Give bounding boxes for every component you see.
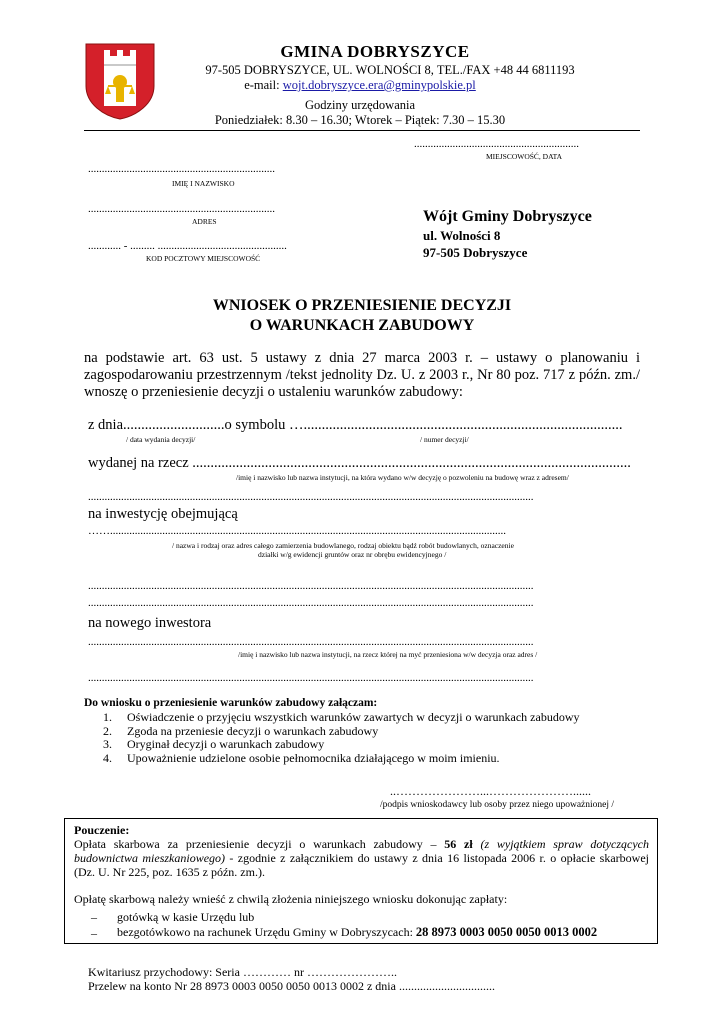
coat-of-arms-logo — [84, 42, 156, 120]
option-transfer: bezgotówkowo na rachunek Urzędu Gminy w Dobryszycach: 28 8973 0003 0050 0050 0013 0002 — [117, 925, 598, 939]
office-hours: Poniedziałek: 8.30 – 16.30; Wtorek – Piątek: 7.30 – 15.30 — [214, 113, 506, 127]
investment-caption-2: działki w/g ewidencji gruntów oraz nr obrębu ewidencyjnego / — [258, 550, 447, 559]
name-label: IMIĘ I NAZWISKO — [172, 179, 235, 188]
enclosures-list — [103, 711, 580, 765]
new-investor-field[interactable]: .................................................................................................................................................................. — [88, 636, 534, 648]
dash-bullet-icon: – — [91, 926, 97, 940]
investment-continuation-1[interactable]: .................................................................................................................................................................. — [88, 580, 534, 592]
list-item: 4. Upoważnienie udzielone osobie pełnomocnika działającego w moim imieniu. — [103, 750, 500, 765]
investment-caption-1: / nazwa i rodzaj oraz adres całego zamierzenia budowlanego, rodzaj obiektu bądź robót budowlanych, oznaczenie — [172, 541, 514, 550]
decision-date-symbol-field[interactable]: z dnia............................o symbolu …........................................................................................ — [88, 417, 623, 433]
list-item: 3. Oryginał decyzji o warunkach zabudowy — [103, 737, 325, 752]
new-investor-label: na nowego inwestora — [88, 615, 212, 631]
list-item: 1. Oświadczenie o przyjęciu wszystkich warunków zawartych w decyzji o warunkach zabudowy — [103, 710, 580, 724]
address-label: ADRES — [192, 217, 217, 226]
investment-label: na inwestycję obejmującą — [88, 506, 238, 522]
notice-heading: Pouczenie: — [74, 823, 130, 837]
header-divider — [84, 130, 640, 131]
form-title-line1: WNIOSEK O PRZENIESIENIE DECYZJI — [212, 297, 512, 314]
municipality-name: GMINA DOBRYSZYCE — [280, 42, 470, 61]
intro-paragraph: na podstawie art. 63 ust. 5 ustawy z dnia 27 marca 2003 r. – ustawy o planowaniu i zagospodarowaniu przestrzennym /tekst jednolity Dz. U. z 2003 r., Nr 80 poz. 717 z późn. zm./ wnoszę o przeniesienie decyzji o ustaleniu warunków zabudowy: — [84, 350, 640, 400]
transfer-line[interactable]: Przelew na konto Nr 28 8973 0003 0050 0050 0013 0002 z dnia ................................ — [88, 979, 495, 993]
option-cash: gotówką w kasie Urzędu lub — [117, 910, 255, 924]
postal-field[interactable]: ............ - ......... ............................................... — [88, 240, 287, 252]
new-investor-caption: /imię i nazwisko lub nazwa instytucji, na rzecz której na myć przeniesiona w/w decyzja oraz adres / — [238, 650, 538, 659]
issued-to-continuation[interactable]: .................................................................................................................................................................. — [88, 491, 534, 503]
issued-to-caption: /imię i nazwisko lub nazwa instytucji, na która wydano w/w decyzję o pozwoleniu na budowę wraz z adresem/ — [236, 473, 569, 482]
signature-caption: /podpis wnioskodawcy lub osoby przez niego upoważnionej / — [380, 800, 615, 810]
form-title-line2: O WARUNKACH ZABUDOWY — [249, 317, 475, 334]
office-hours-title: Godziny urzędowania — [304, 98, 416, 112]
name-field[interactable]: .................................................................... — [88, 163, 275, 175]
decision-date-caption: / data wydania decyzji/ — [126, 435, 196, 444]
dash-bullet-icon: – — [91, 910, 97, 924]
investment-field[interactable]: ……................................................................................................................................................ — [88, 525, 506, 537]
address-field[interactable]: .................................................................... — [88, 203, 275, 215]
recipient-city: 97-505 Dobryszyce — [423, 245, 528, 260]
signature-field[interactable]: ..…………………...…………………...... — [390, 784, 591, 798]
place-date-label: MIEJSCOWOŚĆ, DATA — [486, 152, 563, 161]
email-label: e-mail: — [244, 78, 280, 92]
email-link[interactable]: wojt.dobryszyce.era@gminypolskie.pl — [282, 78, 476, 92]
fee-amount: 56 zł — [444, 837, 473, 851]
decision-number-caption: / numer decyzji/ — [420, 435, 469, 444]
notice-payment-text: Opłatę skarbową należy wnieść z chwilą złożenia niniejszego wniosku dokonując zapłaty: — [74, 892, 508, 906]
recipient-name: Wójt Gminy Dobryszyce — [423, 208, 592, 225]
recipient-street: ul. Wolności 8 — [423, 228, 501, 243]
postal-label: KOD POCZTOWY MIEJSCOWOŚĆ — [146, 254, 261, 263]
bank-account-number: 28 8973 0003 0050 0050 0013 0002 — [415, 925, 598, 939]
issued-to-field[interactable]: wydanej na rzecz ......................................................................................................................... — [88, 455, 631, 471]
municipality-address: 97-505 DOBRYSZYCE, UL. WOLNOŚCI 8, TEL./FAX +48 44 6811193 — [205, 63, 575, 77]
municipality-email — [190, 78, 530, 93]
list-item: 2. Zgoda na przeniesie decyzji o warunkach zabudowy — [103, 723, 379, 738]
enclosures-heading: Do wniosku o przeniesienie warunków zabudowy załączam: — [84, 697, 378, 709]
place-date-field[interactable]: ............................................................ — [414, 138, 579, 150]
notice-box — [64, 818, 658, 944]
new-investor-continuation[interactable]: .................................................................................................................................................................. — [88, 672, 534, 684]
investment-continuation-2[interactable]: .................................................................................................................................................................. — [88, 597, 534, 609]
notice-fee-text: Opłata skarbowa za przeniesienie decyzji o warunkach zabudowy – 56 zł (z wyjątkiem spraw dotyczących budownictwa mieszkaniowego) - zgodnie z załącznikiem do ustawy z dnia 16 listopada 2006 r. o opłacie skarbowej (Dz. U. Nr 225, poz. 1635 z późn. zm.). — [74, 837, 649, 879]
receipt-line[interactable]: Kwitariusz przychodowy: Seria ………… nr ………………….. — [88, 965, 397, 979]
